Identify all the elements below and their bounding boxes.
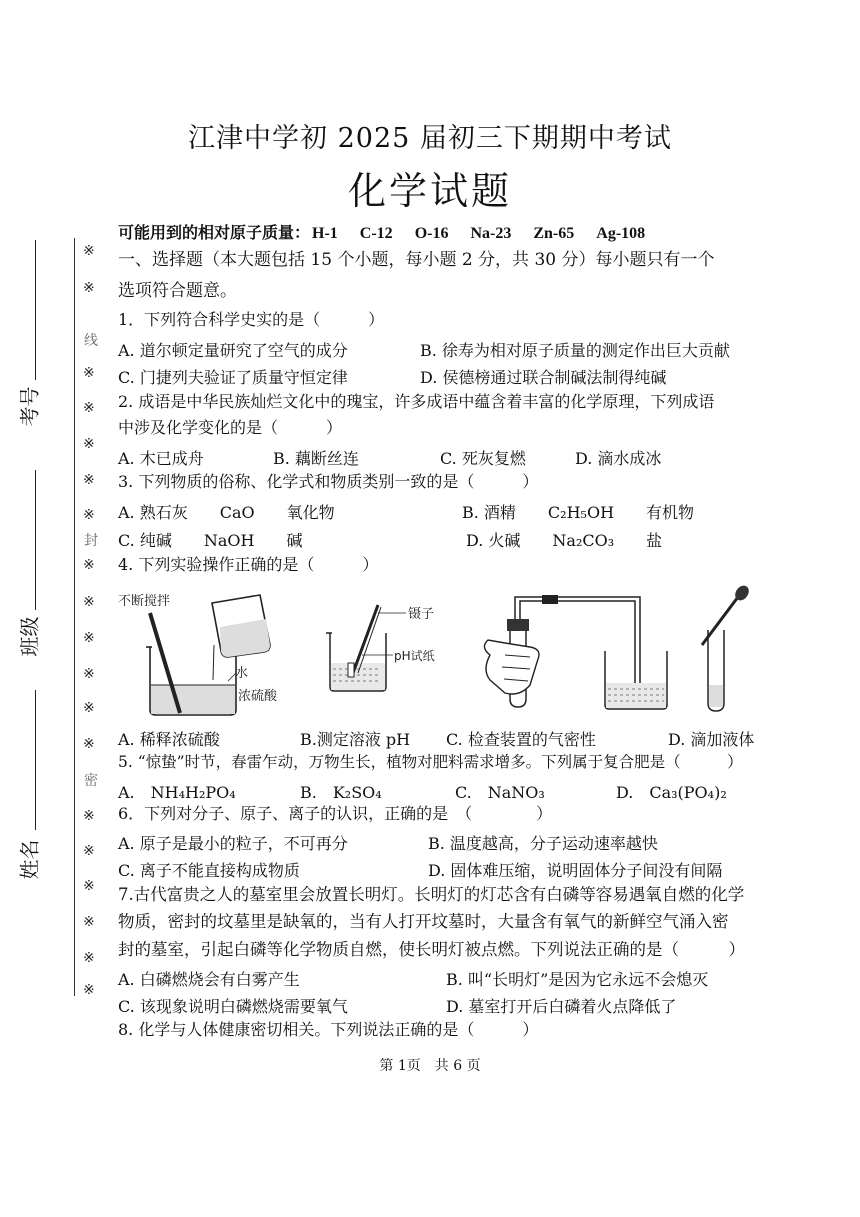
label-name: 姓名 xyxy=(17,839,42,880)
margin-mark: ※ xyxy=(83,365,95,381)
margin-mark: ※ xyxy=(83,630,95,646)
margin-mark: ※ xyxy=(83,878,95,894)
school-title: 江津中学初 2025 届初三下期期中考试 xyxy=(188,123,672,154)
field-line-id xyxy=(35,240,36,380)
q6-stem: 6．下列对分子、原子、离子的认识，正确的是 （ ） xyxy=(118,804,553,823)
q5-option-d: D. Ca₃(PO₄)₂ xyxy=(616,783,727,802)
q3-option-c: C. 纯碱 NaOH 碱 xyxy=(118,531,303,550)
q4-option-d: D. 滴加液体 xyxy=(668,730,755,749)
label-acid: 浓硫酸 xyxy=(238,689,278,704)
label-class: 班级 xyxy=(17,616,42,657)
mass-c: C-12 xyxy=(359,225,393,242)
q2-option-a: A. 木已成舟 xyxy=(118,449,204,468)
ph-paper-icon xyxy=(348,663,354,677)
section-heading-line1: 一、选择题（本大题包括 15 个小题，每小题 2 分，共 30 分）每小题只有一个 xyxy=(118,250,715,270)
margin-mark: ※ xyxy=(83,700,95,716)
q5-stem: 5. “惊蛰”时节，春雷乍动，万物生长，植物对肥料需求增多。下列属于复合肥是（ ） xyxy=(118,753,743,771)
seal-char-line: 线 xyxy=(84,333,98,349)
margin-mark: ※ xyxy=(83,507,95,523)
tweezers-icon xyxy=(353,605,378,673)
q1-stem: 1．下列符合科学史实的是（ ） xyxy=(118,310,385,329)
q8-stem: 8. 化学与人体健康密切相关。下列说法正确的是（ ） xyxy=(118,1020,539,1039)
q5-option-b: B. K₂SO₄ xyxy=(300,783,382,802)
mass-zn: Zn-65 xyxy=(533,225,575,242)
margin-mark: ※ xyxy=(83,436,95,452)
atomic-mass-list xyxy=(310,225,645,242)
field-line-name xyxy=(35,690,36,830)
q6-option-c: C. 离子不能直接构成物质 xyxy=(118,861,300,880)
q6-option-b: B. 温度越高，分子运动速率越快 xyxy=(428,834,658,853)
q2-option-b: B. 藕断丝连 xyxy=(273,449,359,468)
margin-mark: ※ xyxy=(83,736,95,752)
subject-title: 化学试题 xyxy=(347,169,512,213)
section-heading-line2: 选项符合题意。 xyxy=(118,281,237,301)
margin-mark: ※ xyxy=(83,808,95,824)
q6-option-a: A. 原子是最小的粒子，不可再分 xyxy=(118,834,348,853)
q7-stem-line3: 封的墓室，引起白磷等化学物质自燃，使长明灯被点燃。下列说法正确的是（ ） xyxy=(118,940,745,959)
dropper-icon xyxy=(702,585,752,711)
beaker-icon xyxy=(146,647,236,715)
q4-option-a: A. 稀释浓硫酸 xyxy=(118,730,220,749)
margin-mark: ※ xyxy=(83,666,95,682)
label-tweezers: 镊子 xyxy=(408,607,435,622)
mass-ag: Ag-108 xyxy=(596,225,646,242)
margin-mark: ※ xyxy=(83,594,95,610)
q3-stem: 3. 下列物质的俗称、化学式和物质类别一致的是（ ） xyxy=(118,472,539,491)
q7-option-c: C. 该现象说明白磷燃烧需要氧气 xyxy=(118,997,348,1016)
q5-option-a: A. NH₄H₂PO₄ xyxy=(118,783,236,802)
atomic-mass-line xyxy=(118,220,645,243)
margin-mark: ※ xyxy=(83,400,95,416)
q4-option-b: B.测定溶液 pH xyxy=(300,730,411,749)
q2-option-d: D. 滴水成冰 xyxy=(575,449,662,468)
margin-border xyxy=(74,238,75,996)
margin-mark: ※ xyxy=(83,557,95,573)
q5-option-c: C. NaNO₃ xyxy=(455,783,545,802)
margin-mark: ※ xyxy=(83,950,95,966)
label-exam-number: 考号 xyxy=(17,386,42,427)
field-line-class xyxy=(35,470,36,610)
label-stir: 不断搅拌 xyxy=(118,594,171,609)
q3-option-d: D. 火碱 Na₂CO₃ 盐 xyxy=(466,531,663,550)
q7-stem-line1: 7.古代富贵之人的墓室里会放置长明灯。长明灯的灯芯含有白磷等容易遇氧自燃的化学 xyxy=(118,885,745,904)
q1-option-c: C. 门捷列夫验证了质量守恒定律 xyxy=(118,368,348,387)
seal-char-seal: 封 xyxy=(84,533,98,549)
q7-stem-line2: 物质，密封的坟墓里是缺氧的，当有人打开坟墓时，大量含有氧气的新鲜空气涌入密 xyxy=(118,912,729,931)
margin-mark: ※ xyxy=(83,243,95,259)
lab-apparatus-illustration xyxy=(110,585,780,730)
q2-stem-line2: 中涉及化学变化的是（ ） xyxy=(118,418,343,437)
q6-option-d: D. 固体难压缩，说明固体分子间没有间隔 xyxy=(428,861,723,880)
q4-figure xyxy=(110,585,780,730)
label-water: 水 xyxy=(235,666,249,681)
q4-option-c: C. 检查装置的气密性 xyxy=(446,730,596,749)
q1-option-a: A. 道尔顿定量研究了空气的成分 xyxy=(118,341,348,360)
q3-option-b: B. 酒精 C₂H₅OH 有机物 xyxy=(462,503,695,522)
label-ph-paper: pH试纸 xyxy=(394,649,435,663)
page-number: 第 1页 共 6 页 xyxy=(379,1058,481,1074)
margin-mark: ※ xyxy=(83,914,95,930)
mass-na: Na-23 xyxy=(470,225,512,242)
q2-stem-line1: 2. 成语是中华民族灿烂文化中的瑰宝，许多成语中蕴含着丰富的化学原理，下列成语 xyxy=(118,392,715,411)
seal-char-dense: 密 xyxy=(84,773,98,789)
atomic-mass-label: 可能用到的相对原子质量： xyxy=(118,223,311,242)
margin-mark: ※ xyxy=(83,982,95,998)
q7-option-d: D. 墓室打开后白磷着火点降低了 xyxy=(446,997,677,1016)
margin-mark: ※ xyxy=(83,843,95,859)
q4-stem: 4. 下列实验操作正确的是（ ） xyxy=(118,555,379,574)
q1-option-b: B. 徐寿为相对原子质量的测定作出巨大贡献 xyxy=(420,341,730,360)
airtight-check-icon xyxy=(484,595,667,709)
q7-option-b: B. 叫“长明灯”是因为它永远不会熄灭 xyxy=(446,970,709,989)
margin-mark: ※ xyxy=(83,472,95,488)
mass-h: H-1 xyxy=(312,225,338,242)
q2-option-c: C. 死灰复燃 xyxy=(440,449,526,468)
margin-mark: ※ xyxy=(83,280,95,296)
q1-option-d: D. 侯德榜通过联合制碱法制得纯碱 xyxy=(420,368,667,387)
q7-option-a: A. 白磷燃烧会有白雾产生 xyxy=(118,970,300,989)
q3-option-a: A. 熟石灰 CaO 氧化物 xyxy=(118,503,335,522)
mass-o: O-16 xyxy=(414,225,449,242)
